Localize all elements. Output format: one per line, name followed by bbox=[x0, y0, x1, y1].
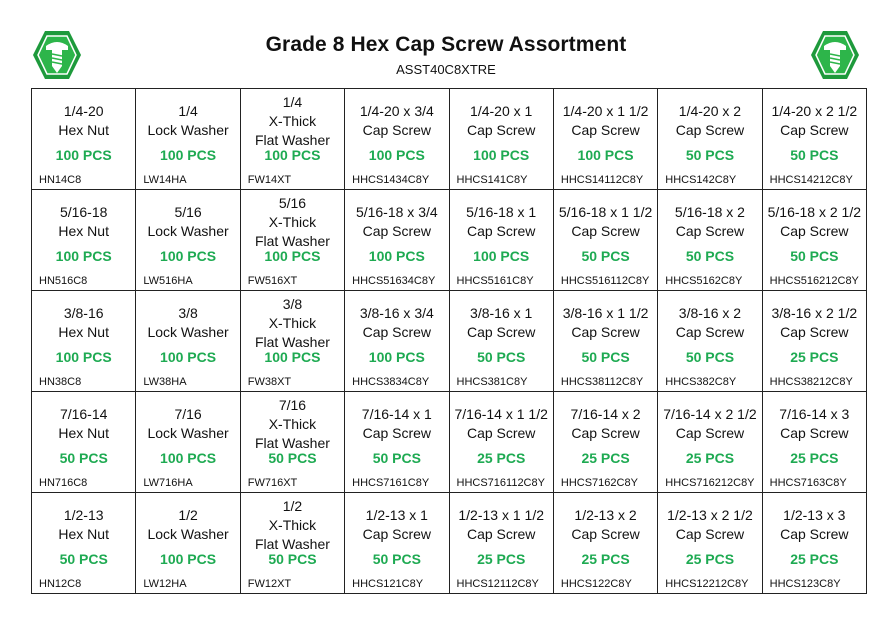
part-cell bbox=[554, 392, 658, 493]
quantity-label: 100 PCS bbox=[160, 248, 217, 264]
description-line: Hex Nut bbox=[58, 324, 109, 340]
description-line: Cap Screw bbox=[466, 526, 536, 542]
quantity-label: 50 PCS bbox=[685, 248, 735, 264]
quantity-label: 25 PCS bbox=[685, 551, 735, 567]
quantity-label: 25 PCS bbox=[790, 349, 839, 365]
description-line: Flat Washer bbox=[254, 333, 330, 350]
part-description bbox=[450, 291, 553, 355]
description-line: X-Thick bbox=[268, 112, 317, 129]
description-line: 7/16-14 x 1 bbox=[361, 406, 432, 422]
part-number: HHCS7161C8Y bbox=[352, 477, 430, 489]
part-description bbox=[345, 392, 448, 456]
part-cell bbox=[241, 89, 345, 190]
part-description bbox=[450, 190, 553, 254]
part-cell bbox=[554, 190, 658, 291]
part-cell bbox=[136, 89, 240, 190]
part-cell bbox=[241, 291, 345, 392]
description-line: Lock Washer bbox=[147, 526, 229, 542]
description-line: 1/2-13 x 2 1/2 bbox=[667, 507, 753, 523]
part-number: LW516HA bbox=[143, 275, 193, 287]
part-number: HN12C8 bbox=[39, 578, 82, 590]
quantity-label: 100 PCS bbox=[264, 248, 321, 264]
quantity-label: 100 PCS bbox=[264, 349, 321, 365]
part-description bbox=[658, 89, 761, 153]
description-line: Cap Screw bbox=[675, 526, 745, 542]
part-cell bbox=[136, 392, 240, 493]
part-number: HHCS3834C8Y bbox=[352, 376, 430, 388]
part-cell bbox=[241, 392, 345, 493]
description-line: 5/16-18 bbox=[59, 204, 108, 220]
part-number: FW716XT bbox=[247, 477, 298, 489]
part-cell bbox=[345, 291, 449, 392]
description-line: Lock Washer bbox=[147, 122, 229, 138]
part-description bbox=[241, 89, 344, 153]
description-line: Cap Screw bbox=[675, 324, 745, 340]
description-line: 3/8-16 x 2 bbox=[678, 305, 742, 321]
description-line: Flat Washer bbox=[254, 434, 330, 451]
part-description bbox=[241, 493, 344, 557]
part-description bbox=[658, 190, 761, 254]
description-line: 5/16-18 x 2 bbox=[674, 204, 745, 220]
part-number: HHCS142C8Y bbox=[665, 174, 737, 186]
part-number: HHCS381C8Y bbox=[456, 376, 528, 388]
part-cell bbox=[32, 89, 136, 190]
part-description bbox=[345, 190, 448, 254]
part-cell bbox=[450, 291, 554, 392]
description-line: Cap Screw bbox=[571, 425, 640, 441]
part-cell bbox=[658, 493, 762, 594]
description-line: 1/4-20 bbox=[63, 103, 104, 119]
part-cell bbox=[554, 291, 658, 392]
part-cell bbox=[32, 291, 136, 392]
part-cell bbox=[450, 190, 554, 291]
part-number: LW12HA bbox=[143, 578, 187, 590]
part-description bbox=[554, 392, 657, 456]
part-description bbox=[345, 89, 448, 153]
part-number: HHCS5162C8Y bbox=[665, 275, 743, 287]
description-line: 3/8-16 x 3/4 bbox=[359, 305, 434, 321]
part-number: FW12XT bbox=[247, 578, 292, 590]
part-number: FW14XT bbox=[247, 174, 292, 186]
part-description bbox=[136, 493, 239, 557]
part-number: HHCS382C8Y bbox=[665, 376, 737, 388]
part-description bbox=[241, 291, 344, 355]
part-cell bbox=[241, 190, 345, 291]
part-number: HHCS121C8Y bbox=[352, 578, 424, 590]
part-description bbox=[345, 291, 448, 355]
quantity-label: 100 PCS bbox=[368, 248, 425, 264]
part-cell bbox=[763, 190, 867, 291]
quantity-label: 50 PCS bbox=[59, 551, 108, 567]
description-line: 1/2 bbox=[178, 507, 198, 523]
part-cell bbox=[658, 89, 762, 190]
description-line: 1/2-13 x 1 1/2 bbox=[458, 507, 544, 523]
quantity-label: 25 PCS bbox=[477, 551, 526, 567]
part-cell bbox=[345, 493, 449, 594]
quantity-label: 50 PCS bbox=[790, 248, 839, 264]
description-line: 7/16-14 bbox=[59, 406, 108, 422]
description-line: Cap Screw bbox=[362, 122, 432, 138]
description-line: Lock Washer bbox=[147, 425, 229, 441]
quantity-label: 100 PCS bbox=[160, 147, 217, 163]
part-cell bbox=[554, 493, 658, 594]
part-number: HHCS14212C8Y bbox=[769, 174, 853, 186]
description-line: Cap Screw bbox=[571, 122, 640, 138]
quantity-label: 50 PCS bbox=[268, 450, 317, 466]
quantity-label: 100 PCS bbox=[160, 450, 217, 466]
quantity-label: 100 PCS bbox=[55, 349, 112, 365]
part-number: HHCS7162C8Y bbox=[560, 477, 638, 489]
description-line: 3/8-16 x 1 1/2 bbox=[562, 305, 649, 321]
part-cell bbox=[32, 493, 136, 594]
quantity-label: 50 PCS bbox=[685, 147, 735, 163]
part-description bbox=[450, 89, 553, 153]
description-line: X-Thick bbox=[268, 415, 317, 432]
part-description bbox=[136, 392, 239, 456]
description-line: 1/2-13 bbox=[63, 507, 104, 523]
part-cell bbox=[658, 190, 762, 291]
description-line: 1/2-13 x 2 bbox=[574, 507, 637, 523]
part-number: HHCS716112C8Y bbox=[456, 477, 545, 489]
quantity-label: 25 PCS bbox=[477, 450, 526, 466]
description-line: 1/2-13 x 1 bbox=[365, 507, 428, 523]
part-number: HN516C8 bbox=[39, 275, 88, 287]
description-line: Cap Screw bbox=[675, 425, 745, 441]
assortment-grid bbox=[31, 88, 867, 594]
description-line: Flat Washer bbox=[254, 535, 330, 552]
part-description bbox=[554, 190, 657, 254]
description-line: Cap Screw bbox=[362, 526, 432, 542]
part-description bbox=[763, 493, 866, 557]
quantity-label: 100 PCS bbox=[160, 349, 217, 365]
description-line: 1/2 bbox=[282, 497, 303, 514]
part-number: HHCS14112C8Y bbox=[560, 174, 644, 186]
description-line: Cap Screw bbox=[466, 324, 536, 340]
description-line: 1/4-20 x 2 bbox=[678, 103, 742, 119]
part-description bbox=[554, 493, 657, 557]
quantity-label: 50 PCS bbox=[790, 147, 839, 163]
part-description bbox=[241, 190, 344, 254]
description-line: Cap Screw bbox=[571, 223, 640, 239]
part-number: HHCS716212C8Y bbox=[665, 477, 755, 489]
description-line: 3/8-16 bbox=[63, 305, 104, 321]
quantity-label: 100 PCS bbox=[577, 147, 634, 163]
description-line: Cap Screw bbox=[466, 223, 536, 239]
description-line: Cap Screw bbox=[571, 526, 640, 542]
part-cell bbox=[136, 493, 240, 594]
part-cell bbox=[345, 392, 449, 493]
part-description bbox=[136, 190, 239, 254]
part-cell bbox=[763, 89, 867, 190]
description-line: 5/16-18 x 3/4 bbox=[355, 204, 438, 220]
description-line: Cap Screw bbox=[466, 425, 536, 441]
description-line: 7/16-14 x 2 bbox=[570, 406, 641, 422]
quantity-label: 50 PCS bbox=[59, 450, 108, 466]
description-line: 3/8 bbox=[178, 305, 198, 321]
quantity-label: 50 PCS bbox=[685, 349, 735, 365]
part-description bbox=[241, 392, 344, 456]
assortment-code: ASST40C8XTRE bbox=[396, 62, 496, 77]
description-line: 1/4-20 x 2 1/2 bbox=[771, 103, 858, 119]
part-cell bbox=[32, 190, 136, 291]
quantity-label: 50 PCS bbox=[477, 349, 526, 365]
part-number: LW38HA bbox=[143, 376, 187, 388]
description-line: X-Thick bbox=[268, 314, 317, 331]
quantity-label: 100 PCS bbox=[368, 147, 425, 163]
part-number: HN716C8 bbox=[39, 477, 88, 489]
part-cell bbox=[763, 392, 867, 493]
description-line: 1/4 bbox=[282, 93, 303, 110]
part-description bbox=[450, 493, 553, 557]
part-description bbox=[763, 190, 866, 254]
quantity-label: 25 PCS bbox=[581, 450, 630, 466]
part-cell bbox=[763, 291, 867, 392]
part-cell bbox=[136, 190, 240, 291]
description-line: Hex Nut bbox=[58, 526, 109, 542]
part-number: HHCS51634C8Y bbox=[352, 275, 436, 287]
quantity-label: 100 PCS bbox=[160, 551, 217, 567]
part-description bbox=[658, 392, 761, 456]
part-cell bbox=[450, 89, 554, 190]
part-description bbox=[554, 89, 657, 153]
description-line: Cap Screw bbox=[780, 223, 849, 239]
description-line: 5/16-18 x 1 1/2 bbox=[558, 204, 653, 220]
part-description bbox=[32, 291, 135, 355]
description-line: Flat Washer bbox=[254, 131, 330, 148]
description-line: Lock Washer bbox=[147, 324, 229, 340]
part-description bbox=[763, 89, 866, 153]
part-number: HHCS141C8Y bbox=[456, 174, 528, 186]
quantity-label: 100 PCS bbox=[473, 248, 530, 264]
part-cell bbox=[658, 392, 762, 493]
description-line: Cap Screw bbox=[780, 425, 849, 441]
description-line: 5/16-18 x 1 bbox=[466, 204, 537, 220]
description-line: 7/16-14 x 1 1/2 bbox=[454, 406, 548, 422]
description-line: 5/16-18 x 2 1/2 bbox=[767, 204, 862, 220]
part-cell bbox=[32, 392, 136, 493]
description-line: X-Thick bbox=[268, 516, 317, 533]
description-line: Hex Nut bbox=[58, 425, 109, 441]
quantity-label: 50 PCS bbox=[268, 551, 317, 567]
part-number: HHCS123C8Y bbox=[769, 578, 841, 590]
part-number: HHCS516112C8Y bbox=[560, 275, 650, 287]
description-line: Cap Screw bbox=[362, 425, 432, 441]
description-line: 7/16-14 x 2 1/2 bbox=[663, 406, 757, 422]
part-number: LW716HA bbox=[143, 477, 193, 489]
part-description bbox=[658, 291, 761, 355]
quantity-label: 50 PCS bbox=[372, 450, 421, 466]
quantity-label: 100 PCS bbox=[55, 147, 112, 163]
description-line: Cap Screw bbox=[675, 122, 745, 138]
description-line: 3/8-16 x 1 bbox=[470, 305, 533, 321]
part-number: HHCS122C8Y bbox=[560, 578, 632, 590]
quantity-label: 25 PCS bbox=[790, 450, 839, 466]
part-cell bbox=[450, 392, 554, 493]
part-cell bbox=[345, 190, 449, 291]
part-cell bbox=[554, 89, 658, 190]
part-cell bbox=[658, 291, 762, 392]
description-line: 5/16 bbox=[174, 204, 202, 220]
part-description bbox=[450, 392, 553, 456]
part-description bbox=[345, 493, 448, 557]
quantity-label: 25 PCS bbox=[685, 450, 735, 466]
part-description bbox=[32, 89, 135, 153]
part-description bbox=[32, 493, 135, 557]
description-line: X-Thick bbox=[268, 213, 317, 230]
part-description bbox=[32, 392, 135, 456]
part-number: HHCS12212C8Y bbox=[665, 578, 749, 590]
description-line: 7/16 bbox=[278, 396, 307, 413]
description-line: Cap Screw bbox=[362, 223, 432, 239]
quantity-label: 25 PCS bbox=[581, 551, 630, 567]
description-line: Cap Screw bbox=[780, 324, 849, 340]
description-line: Cap Screw bbox=[780, 526, 849, 542]
part-number: HHCS1434C8Y bbox=[352, 174, 430, 186]
part-cell bbox=[450, 493, 554, 594]
part-cell bbox=[241, 493, 345, 594]
quantity-label: 50 PCS bbox=[372, 551, 421, 567]
description-line: 1/4-20 x 3/4 bbox=[359, 103, 434, 119]
description-line: Hex Nut bbox=[58, 223, 109, 239]
description-line: 3/8 bbox=[282, 295, 303, 312]
description-line: 1/2-13 x 3 bbox=[783, 507, 846, 523]
description-line: Cap Screw bbox=[780, 122, 849, 138]
description-line: Cap Screw bbox=[466, 122, 536, 138]
part-cell bbox=[136, 291, 240, 392]
part-number: HHCS12112C8Y bbox=[456, 578, 539, 590]
quantity-label: 50 PCS bbox=[581, 248, 630, 264]
part-description bbox=[136, 89, 239, 153]
quantity-label: 100 PCS bbox=[264, 147, 321, 163]
description-line: 7/16-14 x 3 bbox=[779, 406, 850, 422]
quantity-label: 100 PCS bbox=[368, 349, 425, 365]
part-number: HHCS38112C8Y bbox=[560, 376, 644, 388]
description-line: Flat Washer bbox=[254, 232, 330, 249]
description-line: 7/16 bbox=[174, 406, 202, 422]
part-description bbox=[32, 190, 135, 254]
part-cell bbox=[763, 493, 867, 594]
part-description bbox=[763, 392, 866, 456]
description-line: 1/4-20 x 1 1/2 bbox=[562, 103, 649, 119]
page-title: Grade 8 Hex Cap Screw Assortment bbox=[265, 33, 627, 56]
part-description bbox=[554, 291, 657, 355]
quantity-label: 25 PCS bbox=[790, 551, 839, 567]
description-line: 1/4 bbox=[178, 103, 198, 119]
description-line: 3/8-16 x 2 1/2 bbox=[771, 305, 858, 321]
part-number: HHCS7163C8Y bbox=[769, 477, 847, 489]
part-number: FW38XT bbox=[247, 376, 292, 388]
part-number: HHCS516212C8Y bbox=[769, 275, 859, 287]
part-description bbox=[136, 291, 239, 355]
part-cell bbox=[345, 89, 449, 190]
quantity-label: 50 PCS bbox=[581, 349, 630, 365]
description-line: 1/4-20 x 1 bbox=[470, 103, 533, 119]
description-line: Cap Screw bbox=[362, 324, 432, 340]
part-description bbox=[658, 493, 761, 557]
description-line: 5/16 bbox=[278, 194, 307, 211]
part-number: LW14HA bbox=[143, 174, 187, 186]
part-number: HN38C8 bbox=[39, 376, 82, 388]
part-description bbox=[763, 291, 866, 355]
part-number: FW516XT bbox=[247, 275, 298, 287]
quantity-label: 100 PCS bbox=[55, 248, 112, 264]
quantity-label: 100 PCS bbox=[473, 147, 530, 163]
part-number: HHCS38212C8Y bbox=[769, 376, 853, 388]
part-number: HHCS5161C8Y bbox=[456, 275, 534, 287]
part-number: HN14C8 bbox=[39, 174, 82, 186]
description-line: Lock Washer bbox=[147, 223, 229, 239]
description-line: Cap Screw bbox=[571, 324, 640, 340]
description-line: Cap Screw bbox=[675, 223, 745, 239]
description-line: Hex Nut bbox=[58, 122, 109, 138]
